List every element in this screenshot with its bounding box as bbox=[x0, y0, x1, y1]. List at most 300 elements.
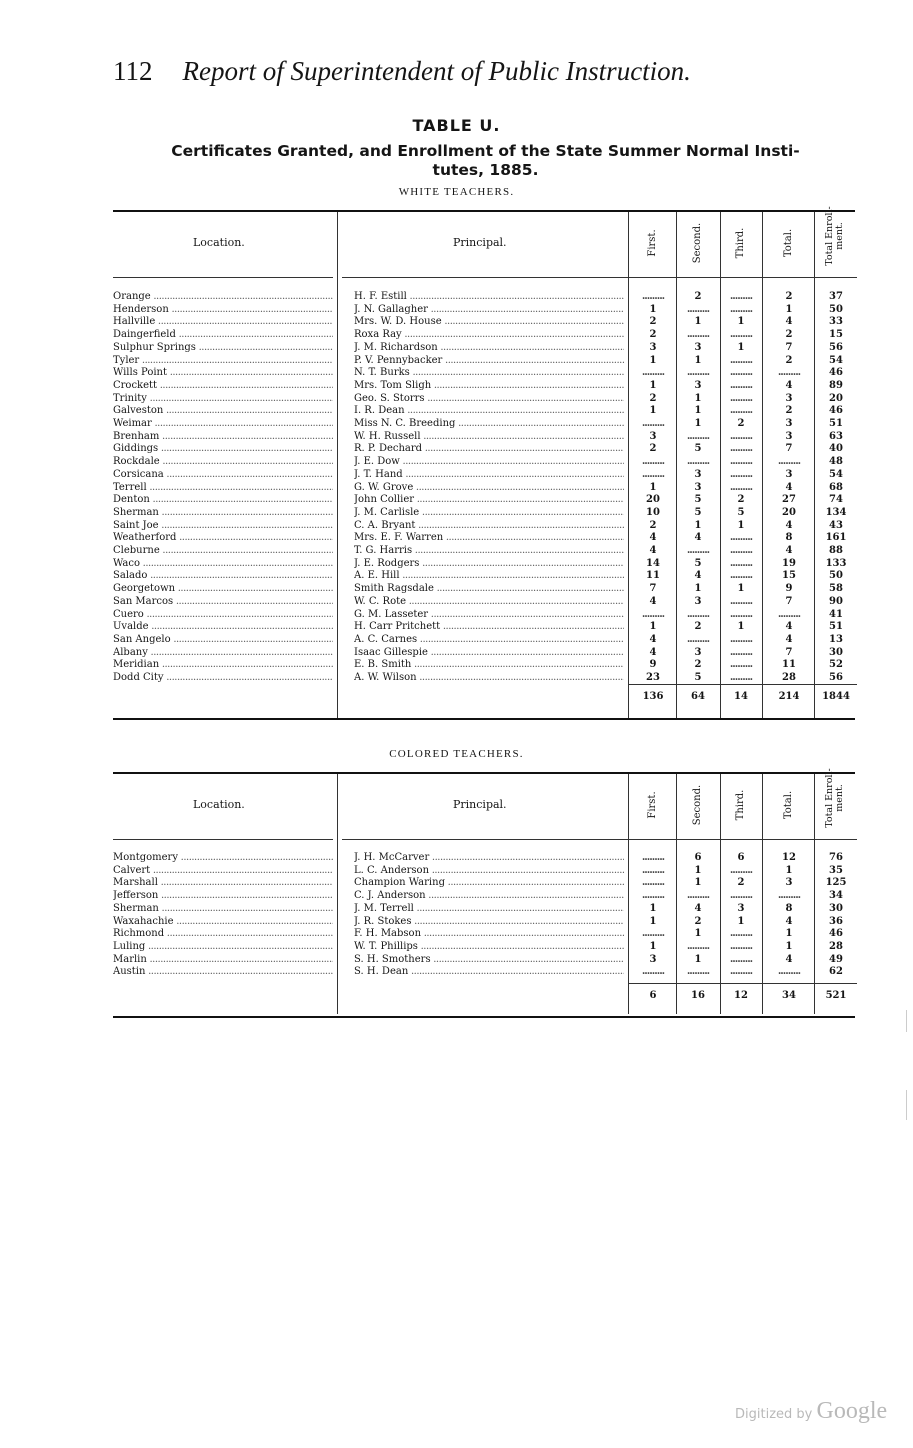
colored-total-enrollment: 521 bbox=[825, 990, 847, 1001]
col-enrollment-header: Total Enroll- ment. bbox=[824, 206, 845, 266]
white-table-row bbox=[113, 380, 855, 393]
third-cell: 3 bbox=[737, 902, 745, 914]
location-cell: Georgetown ..... bbox=[113, 583, 333, 596]
third-cell: ......... bbox=[729, 367, 753, 379]
first-cell: 1 bbox=[649, 379, 657, 391]
location-cell: Sulphur Springs ..... bbox=[113, 342, 333, 355]
principal-cell: J. M. Carlisle ..... bbox=[354, 507, 624, 520]
location-cell: Uvalde ..... bbox=[113, 621, 333, 634]
total-cell: 2 bbox=[785, 329, 793, 341]
second-cell: 2 bbox=[694, 291, 702, 302]
white-total-first: 136 bbox=[642, 691, 664, 702]
white-table-row bbox=[113, 304, 855, 317]
enrollment-cell: 52 bbox=[829, 659, 843, 671]
second-cell: 1 bbox=[694, 864, 702, 876]
third-cell: ......... bbox=[729, 595, 753, 607]
principal-cell: Champion Waring ..... bbox=[354, 877, 624, 890]
third-cell: ......... bbox=[729, 443, 753, 455]
total-cell: 19 bbox=[782, 557, 796, 569]
white-table-row bbox=[113, 583, 855, 596]
colored-table-row bbox=[113, 916, 855, 929]
third-cell: 6 bbox=[737, 852, 745, 863]
total-cell: 1 bbox=[785, 303, 793, 315]
total-cell: 3 bbox=[785, 877, 793, 889]
location-cell: Waco ..... bbox=[113, 558, 333, 571]
first-cell: 10 bbox=[646, 506, 660, 518]
location-cell: Henderson ..... bbox=[113, 304, 333, 317]
first-cell: 3 bbox=[649, 953, 657, 965]
white-table-row bbox=[113, 507, 855, 520]
white-table-row bbox=[113, 443, 855, 456]
second-cell: ......... bbox=[686, 940, 710, 952]
total-cell: 2 bbox=[785, 354, 793, 366]
white-table-row bbox=[113, 405, 855, 418]
page-number: 112 bbox=[113, 56, 153, 86]
location-cell: Montgomery ..... bbox=[113, 852, 333, 865]
first-cell: 20 bbox=[646, 494, 660, 506]
second-cell: 1 bbox=[694, 405, 702, 417]
third-cell: ......... bbox=[729, 405, 753, 417]
third-cell: ......... bbox=[729, 456, 753, 468]
white-table-row bbox=[113, 355, 855, 368]
principal-cell: T. G. Harris ..... bbox=[354, 545, 624, 558]
second-cell: 5 bbox=[694, 672, 702, 683]
third-cell: ......... bbox=[729, 532, 753, 544]
second-cell: 5 bbox=[694, 506, 702, 518]
principal-cell: J. M. Richardson ..... bbox=[354, 342, 624, 355]
total-cell: 2 bbox=[785, 405, 793, 417]
enrollment-cell: 13 bbox=[829, 633, 843, 645]
col-second-header: Second. bbox=[692, 222, 703, 264]
principal-cell: Mrs. W. D. House ..... bbox=[354, 316, 624, 329]
first-cell: 2 bbox=[649, 443, 657, 455]
first-cell: ......... bbox=[641, 608, 665, 620]
first-cell: ......... bbox=[641, 864, 665, 876]
total-cell: 4 bbox=[785, 633, 793, 645]
location-cell: Rockdale ..... bbox=[113, 456, 333, 469]
table-caption bbox=[113, 142, 858, 180]
colored-table-row bbox=[113, 928, 855, 941]
principal-cell: W. T. Phillips ..... bbox=[354, 941, 624, 954]
white-table-row bbox=[113, 291, 855, 304]
second-cell: ......... bbox=[686, 367, 710, 379]
total-cell: 12 bbox=[782, 852, 796, 863]
principal-cell: H. Carr Pritchett ..... bbox=[354, 621, 624, 634]
total-cell: 11 bbox=[782, 659, 796, 671]
principal-cell: Mrs. Tom Sligh ..... bbox=[354, 380, 624, 393]
location-cell: Meridian ..... bbox=[113, 659, 333, 672]
white-table-row bbox=[113, 647, 855, 660]
second-cell: ......... bbox=[686, 430, 710, 442]
total-cell: ......... bbox=[777, 456, 801, 468]
white-table-row bbox=[113, 659, 855, 672]
first-cell: ......... bbox=[641, 468, 665, 480]
second-cell: 5 bbox=[694, 443, 702, 455]
location-cell: Weatherford ..... bbox=[113, 532, 333, 545]
white-table-row bbox=[113, 520, 855, 533]
third-cell: 1 bbox=[737, 341, 745, 353]
first-cell: 1 bbox=[649, 902, 657, 914]
enrollment-cell: 35 bbox=[829, 864, 843, 876]
second-cell: ......... bbox=[686, 545, 710, 556]
table-label: TABLE U. bbox=[412, 116, 501, 135]
second-cell: ......... bbox=[686, 633, 710, 645]
location-cell: San Angelo ..... bbox=[113, 634, 333, 647]
location-cell: Marlin ..... bbox=[113, 954, 333, 967]
enrollment-cell: 125 bbox=[825, 877, 847, 889]
total-cell: 28 bbox=[782, 672, 796, 683]
first-cell: ......... bbox=[641, 367, 665, 379]
white-table-row bbox=[113, 672, 855, 685]
principal-cell: Miss N. C. Breeding ..... bbox=[354, 418, 624, 431]
colored-table-row bbox=[113, 877, 855, 890]
margin-mark bbox=[906, 1010, 907, 1032]
white-table-row bbox=[113, 532, 855, 545]
principal-cell: J. E. Dow ..... bbox=[354, 456, 624, 469]
margin-mark bbox=[906, 1090, 907, 1120]
principal-cell: W. H. Russell ..... bbox=[354, 431, 624, 444]
second-cell: 1 bbox=[694, 877, 702, 889]
first-cell: 2 bbox=[649, 519, 657, 531]
location-cell: Cleburne ..... bbox=[113, 545, 333, 558]
colored-table-row bbox=[113, 865, 855, 878]
third-cell: ......... bbox=[729, 953, 753, 965]
first-cell: 4 bbox=[649, 633, 657, 645]
enrollment-cell: 30 bbox=[829, 646, 843, 658]
total-cell: 3 bbox=[785, 418, 793, 429]
location-cell: San Marcos ..... bbox=[113, 596, 333, 609]
total-cell: 27 bbox=[782, 494, 796, 506]
location-cell: Calvert ..... bbox=[113, 865, 333, 878]
third-cell: 1 bbox=[737, 519, 745, 531]
enrollment-cell: 40 bbox=[829, 443, 843, 455]
third-cell: 1 bbox=[737, 583, 745, 595]
white-table-row bbox=[113, 456, 855, 469]
caption-line-1: Certificates Granted, and Enrollment of the State Summer Normal Insti- bbox=[171, 142, 800, 160]
colored-teachers-table bbox=[113, 770, 855, 1022]
principal-cell: J. H. McCarver ..... bbox=[354, 852, 624, 865]
total-cell: 4 bbox=[785, 621, 793, 633]
digitized-watermark bbox=[735, 1398, 887, 1425]
enrollment-cell: 88 bbox=[829, 545, 843, 556]
first-cell: 2 bbox=[649, 316, 657, 328]
col-principal-header: Principal. bbox=[453, 236, 507, 249]
white-table-row bbox=[113, 418, 855, 431]
colored-col-principal-header: Principal. bbox=[453, 798, 507, 811]
second-cell: ......... bbox=[686, 890, 710, 902]
second-cell: 1 bbox=[694, 928, 702, 940]
white-table-row bbox=[113, 342, 855, 355]
location-cell: Galveston ..... bbox=[113, 405, 333, 418]
white-table-row bbox=[113, 494, 855, 507]
colored-table-row bbox=[113, 966, 855, 979]
location-cell: Luling ..... bbox=[113, 941, 333, 954]
enrollment-cell: 133 bbox=[825, 557, 847, 569]
principal-cell: J. M. Terrell ..... bbox=[354, 903, 624, 916]
total-cell: 4 bbox=[785, 545, 793, 556]
third-cell: ......... bbox=[729, 940, 753, 952]
third-cell: ......... bbox=[729, 633, 753, 645]
total-cell: 4 bbox=[785, 915, 793, 927]
second-cell: 6 bbox=[694, 852, 702, 863]
third-cell: 5 bbox=[737, 506, 745, 518]
white-total-enrollment: 1844 bbox=[822, 691, 850, 702]
location-cell: Brenham ..... bbox=[113, 431, 333, 444]
first-cell: 1 bbox=[649, 915, 657, 927]
first-cell: 23 bbox=[646, 672, 660, 683]
second-cell: ......... bbox=[686, 608, 710, 620]
enrollment-cell: 76 bbox=[829, 852, 843, 863]
location-cell: Sherman ..... bbox=[113, 507, 333, 520]
principal-cell: R. P. Dechard ..... bbox=[354, 443, 624, 456]
location-cell: Richmond ..... bbox=[113, 928, 333, 941]
second-cell: ......... bbox=[686, 966, 710, 978]
third-cell: ......... bbox=[729, 659, 753, 671]
third-cell: 2 bbox=[737, 877, 745, 889]
running-title: Report of Superintendent of Public Instruction. bbox=[182, 56, 691, 86]
principal-cell: L. C. Anderson ..... bbox=[354, 865, 624, 878]
third-cell: ......... bbox=[729, 430, 753, 442]
second-cell: 5 bbox=[694, 557, 702, 569]
enrollment-cell: 36 bbox=[829, 915, 843, 927]
first-cell: 1 bbox=[649, 940, 657, 952]
location-cell: Weimar ..... bbox=[113, 418, 333, 431]
principal-cell: Mrs. E. F. Warren ..... bbox=[354, 532, 624, 545]
first-cell: ......... bbox=[641, 291, 665, 302]
location-cell: Saint Joe ..... bbox=[113, 520, 333, 533]
white-table-row bbox=[113, 431, 855, 444]
total-cell: 7 bbox=[785, 646, 793, 658]
page-header bbox=[113, 56, 793, 87]
location-cell: Terrell ..... bbox=[113, 482, 333, 495]
third-cell: ......... bbox=[729, 864, 753, 876]
colored-total-third: 12 bbox=[734, 990, 748, 1001]
first-cell: 1 bbox=[649, 405, 657, 417]
second-cell: 1 bbox=[694, 392, 702, 404]
third-cell: ......... bbox=[729, 291, 753, 302]
white-teachers-heading: WHITE TEACHERS. bbox=[398, 186, 515, 198]
principal-cell: J. R. Stokes ..... bbox=[354, 916, 624, 929]
total-cell: 1 bbox=[785, 940, 793, 952]
enrollment-cell: 63 bbox=[829, 430, 843, 442]
enrollment-cell: 58 bbox=[829, 583, 843, 595]
first-cell: 1 bbox=[649, 621, 657, 633]
principal-cell: N. T. Burks ..... bbox=[354, 367, 624, 380]
second-cell: ......... bbox=[686, 456, 710, 468]
second-cell: 1 bbox=[694, 316, 702, 328]
colored-col-enrollment-header: Total Enroll- ment. bbox=[824, 768, 845, 828]
location-cell: Trinity ..... bbox=[113, 393, 333, 406]
total-cell: 4 bbox=[785, 481, 793, 493]
location-cell: Salado ..... bbox=[113, 570, 333, 583]
principal-cell: J. T. Hand ..... bbox=[354, 469, 624, 482]
second-cell: 2 bbox=[694, 621, 702, 633]
third-cell: ......... bbox=[729, 890, 753, 902]
location-cell: Cuero ..... bbox=[113, 609, 333, 622]
principal-cell: C. J. Anderson ..... bbox=[354, 890, 624, 903]
enrollment-cell: 34 bbox=[829, 890, 843, 902]
total-cell: 4 bbox=[785, 316, 793, 328]
principal-cell: Geo. S. Storrs ..... bbox=[354, 393, 624, 406]
enrollment-cell: 56 bbox=[829, 341, 843, 353]
colored-total-second: 16 bbox=[691, 990, 705, 1001]
first-cell: 14 bbox=[646, 557, 660, 569]
white-table-row bbox=[113, 621, 855, 634]
second-cell: 3 bbox=[694, 595, 702, 607]
second-cell: 1 bbox=[694, 354, 702, 366]
location-cell: Tyler ..... bbox=[113, 355, 333, 368]
first-cell: 3 bbox=[649, 341, 657, 353]
location-cell: Austin ..... bbox=[113, 966, 333, 979]
total-cell: 1 bbox=[785, 928, 793, 940]
location-cell: Dodd City ..... bbox=[113, 672, 333, 685]
second-cell: ......... bbox=[686, 303, 710, 315]
first-cell: 2 bbox=[649, 329, 657, 341]
principal-cell: Roxa Ray ..... bbox=[354, 329, 624, 342]
third-cell: ......... bbox=[729, 608, 753, 620]
white-table-row bbox=[113, 469, 855, 482]
location-cell: Albany ..... bbox=[113, 647, 333, 660]
first-cell: 1 bbox=[649, 303, 657, 315]
white-teachers-table bbox=[113, 208, 855, 726]
principal-cell: G. M. Lasseter ..... bbox=[354, 609, 624, 622]
third-cell: ......... bbox=[729, 468, 753, 480]
white-table-row bbox=[113, 367, 855, 380]
white-table-row bbox=[113, 570, 855, 583]
third-cell: ......... bbox=[729, 392, 753, 404]
total-cell: 7 bbox=[785, 443, 793, 455]
third-cell: ......... bbox=[729, 379, 753, 391]
second-cell: ......... bbox=[686, 329, 710, 341]
location-cell: Daingerfield ..... bbox=[113, 329, 333, 342]
total-cell: 3 bbox=[785, 430, 793, 442]
second-cell: 1 bbox=[694, 519, 702, 531]
white-total-second: 64 bbox=[691, 691, 705, 702]
first-cell: 4 bbox=[649, 532, 657, 544]
white-table-row bbox=[113, 316, 855, 329]
watermark-brand: Google bbox=[816, 1398, 888, 1424]
third-cell: ......... bbox=[729, 329, 753, 341]
location-cell: Giddings ..... bbox=[113, 443, 333, 456]
total-cell: 4 bbox=[785, 519, 793, 531]
third-cell: ......... bbox=[729, 545, 753, 556]
enrollment-cell: 56 bbox=[829, 672, 843, 683]
location-cell: Sherman ..... bbox=[113, 903, 333, 916]
enrollment-cell: 28 bbox=[829, 940, 843, 952]
enrollment-cell: 48 bbox=[829, 456, 843, 468]
principal-cell: P. V. Pennybacker ..... bbox=[354, 355, 624, 368]
enrollment-cell: 51 bbox=[829, 621, 843, 633]
total-cell: 20 bbox=[782, 506, 796, 518]
location-cell: Orange ..... bbox=[113, 291, 333, 304]
second-cell: 4 bbox=[694, 902, 702, 914]
colored-table-row bbox=[113, 852, 855, 865]
enrollment-cell: 46 bbox=[829, 928, 843, 940]
location-cell: Waxahachie ..... bbox=[113, 916, 333, 929]
total-cell: ......... bbox=[777, 966, 801, 978]
principal-cell: A. C. Carnes ..... bbox=[354, 634, 624, 647]
enrollment-cell: 43 bbox=[829, 519, 843, 531]
white-table-row bbox=[113, 545, 855, 558]
enrollment-cell: 50 bbox=[829, 570, 843, 582]
third-cell: ......... bbox=[729, 481, 753, 493]
second-cell: 4 bbox=[694, 570, 702, 582]
total-cell: ......... bbox=[777, 890, 801, 902]
principal-cell: H. F. Estill ..... bbox=[354, 291, 624, 304]
second-cell: 3 bbox=[694, 646, 702, 658]
second-cell: 1 bbox=[694, 418, 702, 429]
white-table-row bbox=[113, 558, 855, 571]
third-cell: 1 bbox=[737, 621, 745, 633]
principal-cell: Smith Ragsdale ..... bbox=[354, 583, 624, 596]
enrollment-cell: 49 bbox=[829, 953, 843, 965]
first-cell: ......... bbox=[641, 877, 665, 889]
location-cell: Hallville ..... bbox=[113, 316, 333, 329]
watermark-prefix: Digitized by bbox=[735, 1407, 813, 1422]
principal-cell: F. H. Mabson ..... bbox=[354, 928, 624, 941]
white-table-row bbox=[113, 393, 855, 406]
first-cell: 7 bbox=[649, 583, 657, 595]
third-cell: ......... bbox=[729, 672, 753, 683]
total-cell: 4 bbox=[785, 379, 793, 391]
first-cell: 1 bbox=[649, 481, 657, 493]
third-cell: 1 bbox=[737, 915, 745, 927]
white-table-row bbox=[113, 596, 855, 609]
principal-cell: J. N. Gallagher ..... bbox=[354, 304, 624, 317]
principal-cell: J. E. Rodgers ..... bbox=[354, 558, 624, 571]
total-cell: 2 bbox=[785, 291, 793, 302]
first-cell: 1 bbox=[649, 354, 657, 366]
enrollment-cell: 37 bbox=[829, 291, 843, 302]
enrollment-cell: 41 bbox=[829, 608, 843, 620]
colored-table-row bbox=[113, 890, 855, 903]
enrollment-cell: 46 bbox=[829, 367, 843, 379]
principal-cell: E. B. Smith ..... bbox=[354, 659, 624, 672]
first-cell: ......... bbox=[641, 418, 665, 429]
enrollment-cell: 15 bbox=[829, 329, 843, 341]
enrollment-cell: 46 bbox=[829, 405, 843, 417]
enrollment-cell: 68 bbox=[829, 481, 843, 493]
first-cell: ......... bbox=[641, 890, 665, 902]
total-cell: ......... bbox=[777, 367, 801, 379]
second-cell: 2 bbox=[694, 915, 702, 927]
principal-cell: Isaac Gillespie ..... bbox=[354, 647, 624, 660]
enrollment-cell: 50 bbox=[829, 303, 843, 315]
third-cell: ......... bbox=[729, 646, 753, 658]
third-cell: ......... bbox=[729, 354, 753, 366]
white-table-row bbox=[113, 634, 855, 647]
second-cell: 3 bbox=[694, 481, 702, 493]
enrollment-cell: 30 bbox=[829, 902, 843, 914]
col-third-header: Third. bbox=[735, 227, 746, 259]
enrollment-cell: 89 bbox=[829, 379, 843, 391]
colored-col-location-header: Location. bbox=[193, 798, 245, 811]
third-cell: ......... bbox=[729, 570, 753, 582]
second-cell: 4 bbox=[694, 532, 702, 544]
enrollment-cell: 51 bbox=[829, 418, 843, 429]
total-cell: 4 bbox=[785, 953, 793, 965]
second-cell: 5 bbox=[694, 494, 702, 506]
caption-line-2: tutes, 1885. bbox=[432, 161, 539, 179]
total-cell: 7 bbox=[785, 341, 793, 353]
colored-total-first: 6 bbox=[649, 990, 657, 1001]
total-cell: 7 bbox=[785, 595, 793, 607]
col-total-header: Total. bbox=[783, 228, 794, 258]
first-cell: ......... bbox=[641, 456, 665, 468]
white-total-total: 214 bbox=[778, 691, 800, 702]
enrollment-cell: 33 bbox=[829, 316, 843, 328]
first-cell: ......... bbox=[641, 928, 665, 940]
